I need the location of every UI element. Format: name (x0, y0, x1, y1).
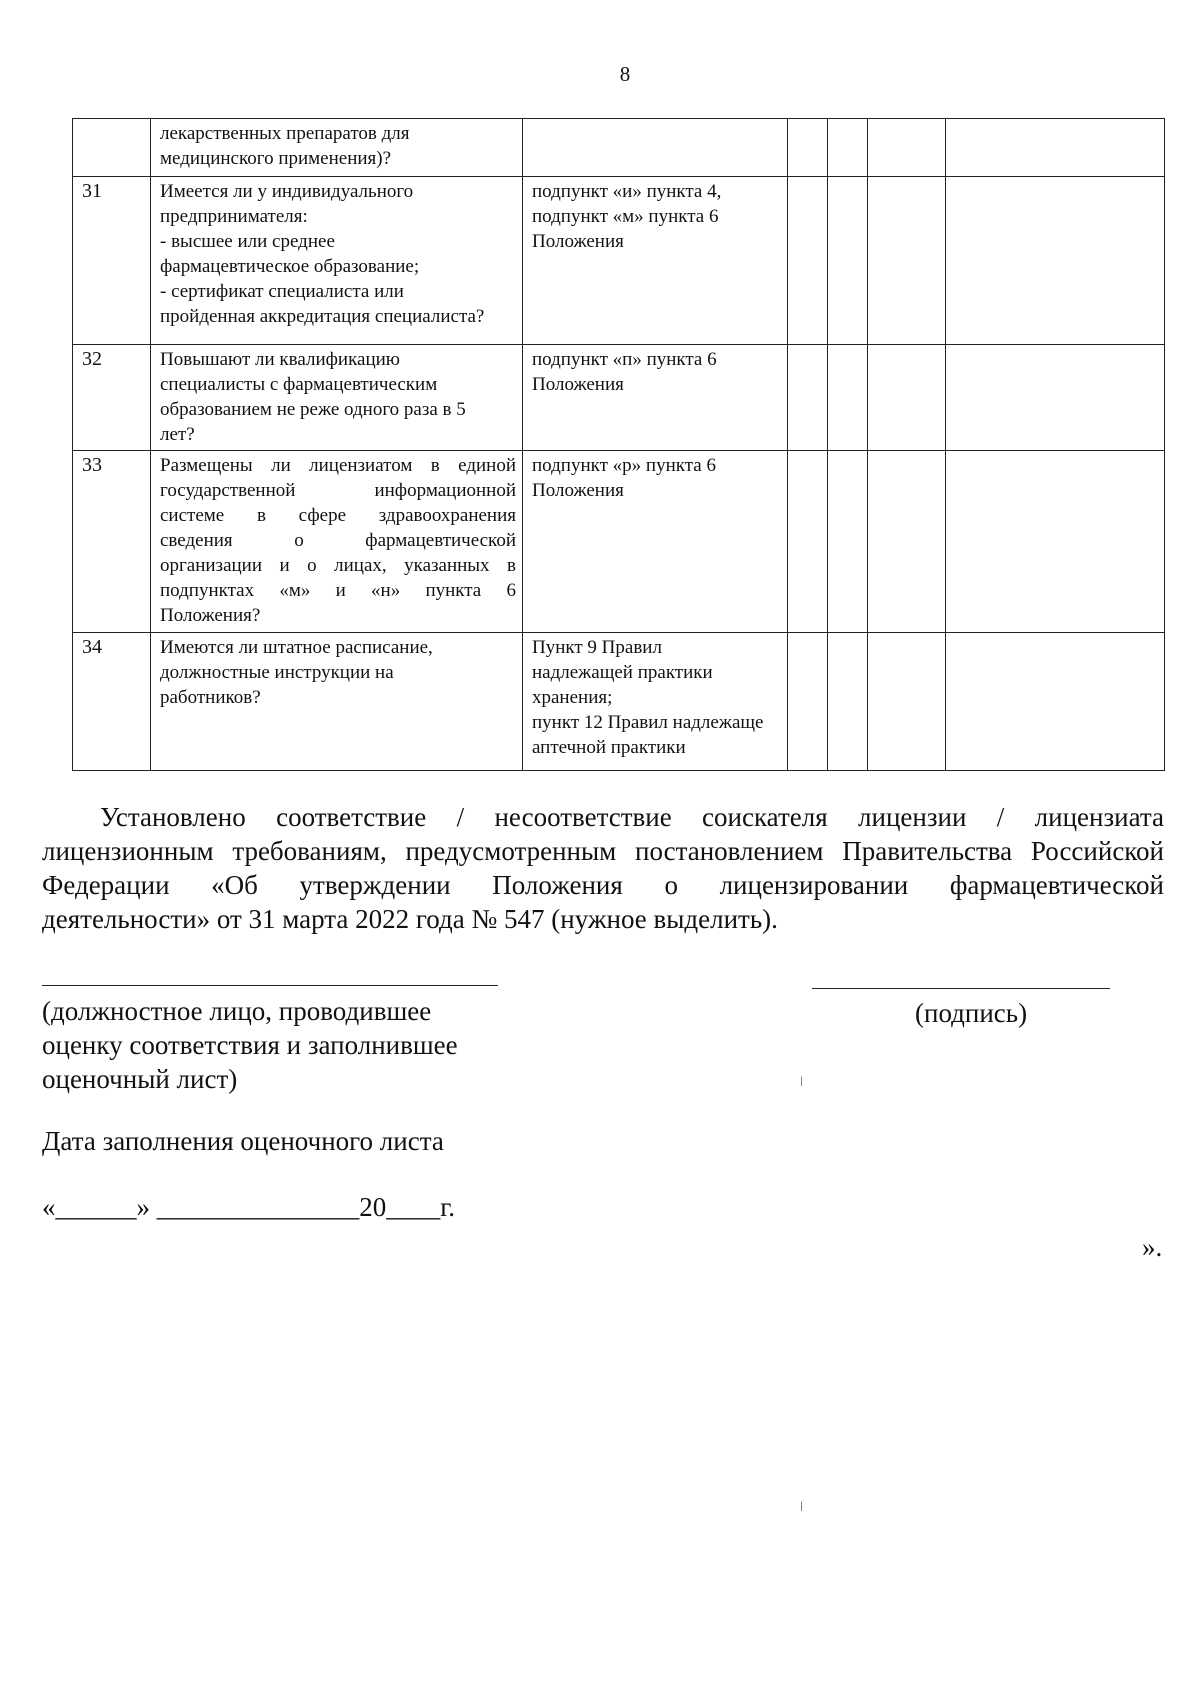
scan-mark: ǀ (800, 1500, 803, 1515)
question-line: образованием не реже одного раза в 5 (160, 399, 466, 420)
reference-line: подпункт «р» пункта 6 (532, 455, 716, 476)
reference-line: подпункт «п» пункта 6 (532, 349, 717, 370)
reference-line: Положения (532, 231, 624, 252)
reference-line: подпункт «м» пункта 6 (532, 206, 719, 227)
answer-cell (946, 177, 1165, 345)
reference-line: хранения; (532, 687, 613, 708)
question-cell (151, 633, 523, 771)
reference-line: Пункт 9 Правил (532, 637, 662, 658)
conclusion-line: деятельности» от 31 марта 2022 года № 547 (нужное выделить). (42, 904, 778, 934)
table-row (73, 177, 1165, 345)
row-number: 31 (73, 177, 151, 345)
row-number: 32 (73, 345, 151, 451)
signature-caption: (подпись) (915, 998, 1028, 1028)
reference-cell (523, 119, 788, 177)
conclusion-line: лицензионным требованиям, предусмотренным постановлением Правительства Российской (42, 836, 1164, 866)
question-line: - сертификат специалиста или (160, 281, 404, 302)
official-caption-line: оценку соответствия и заполнившее (42, 1030, 458, 1060)
checklist-table (72, 118, 1165, 771)
table-row (73, 451, 1165, 633)
date-field: «______» _______________20____г. (42, 1192, 456, 1222)
reference-line: Положения (532, 480, 624, 501)
reference-cell (523, 345, 788, 451)
page-number: 8 (619, 62, 631, 86)
answer-cell (788, 177, 828, 345)
date-label: Дата заполнения оценочного листа (42, 1126, 444, 1156)
answer-cell (788, 633, 828, 771)
answer-cell (868, 177, 946, 345)
question-cell (151, 345, 523, 451)
conclusion-line: Установлено соответствие / несоответствие соискателя лицензии / лицензиата (100, 802, 1164, 832)
row-number: 33 (73, 451, 151, 633)
answer-cell (946, 633, 1165, 771)
question-cell (151, 119, 523, 177)
question-line: должностные инструкции на (160, 662, 394, 683)
reference-line: Положения (532, 374, 624, 395)
conclusion-paragraph (42, 800, 1164, 936)
answer-cell (788, 119, 828, 177)
answer-cell (828, 345, 868, 451)
question-line: предпринимателя: (160, 206, 308, 227)
signature-line (812, 988, 1110, 989)
question-line: лекарственных препаратов для (160, 123, 410, 144)
question-line: сведения о фармацевтической (160, 530, 516, 551)
question-line: лет? (160, 424, 195, 445)
question-line: Повышают ли квалификацию (160, 349, 401, 370)
question-line: системе в сфере здравоохранения (160, 505, 516, 526)
question-cell (151, 451, 523, 633)
answer-cell (946, 451, 1165, 633)
answer-cell (828, 451, 868, 633)
question-line: специалисты с фармацевтическим (160, 374, 438, 395)
answer-cell (946, 119, 1165, 177)
reference-cell (523, 451, 788, 633)
reference-cell (523, 177, 788, 345)
answer-cell (828, 119, 868, 177)
question-line: государственной информационной (160, 480, 516, 501)
reference-line: подпункт «и» пункта 4, (532, 181, 722, 202)
answer-cell (828, 177, 868, 345)
question-line: подпунктах «м» и «н» пункта 6 (160, 580, 516, 601)
question-line: пройденная аккредитация специалиста? (160, 306, 485, 327)
question-line: организации и о лицах, указанных в (160, 555, 516, 576)
table-row (73, 119, 1165, 177)
question-line: медицинского применения)? (160, 148, 392, 169)
answer-cell (868, 345, 946, 451)
question-line: фармацевтическое образование; (160, 256, 420, 277)
answer-cell (868, 451, 946, 633)
row-number (73, 119, 151, 177)
answer-cell (788, 451, 828, 633)
scan-mark: ǀ (800, 1075, 803, 1090)
reference-line: пункт 12 Правил надлежаще (532, 712, 764, 733)
answer-cell (788, 345, 828, 451)
table-row (73, 633, 1165, 771)
closing-quote: ». (1142, 1232, 1163, 1262)
answer-cell (868, 633, 946, 771)
answer-cell (946, 345, 1165, 451)
reference-line: аптечной практики (532, 737, 686, 758)
question-cell (151, 177, 523, 345)
answer-cell (868, 119, 946, 177)
official-signature-line (42, 985, 498, 986)
question-line: Размещены ли лицензиатом в единой (160, 455, 516, 476)
question-line: - высшее или среднее (160, 231, 335, 252)
reference-line: надлежащей практики (532, 662, 713, 683)
answer-cell (828, 633, 868, 771)
official-caption (42, 994, 458, 1096)
conclusion-line: Федерации «Об утверждении Положения о лицензировании фармацевтической (42, 870, 1164, 900)
question-line: Имеются ли штатное расписание, (160, 637, 433, 658)
table-row (73, 345, 1165, 451)
row-number: 34 (73, 633, 151, 771)
question-line: Положения? (160, 605, 261, 626)
official-caption-line: оценочный лист) (42, 1064, 238, 1094)
reference-cell (523, 633, 788, 771)
question-line: Имеется ли у индивидуального (160, 181, 414, 202)
official-caption-line: (должностное лицо, проводившее (42, 996, 432, 1026)
question-line: работников? (160, 687, 261, 708)
